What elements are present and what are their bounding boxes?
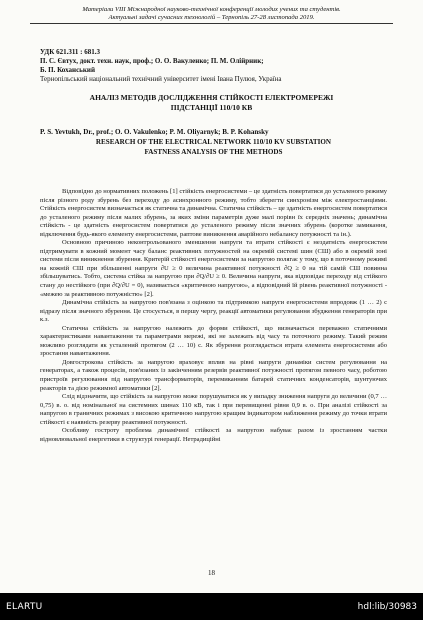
- article-body: [40, 188, 387, 444]
- paragraph: Статична стійкість за напругою належить до форми стійкості, що визначається переважно статичними характеристиками навантаження та параметрами мережі, які не залежать від часу та поточного режиму. Такий режим можливо розглядати як усталений протягом (2 … 10) с. Як збурення розглядається втрата елемента енергосистеми або зростання навантаження.: [40, 324, 387, 358]
- paragraph: Динамічна стійкість за напругою пов'язана з оцінкою та підтримкою напруги енергосистеми впродовж (1 … 2) с відразу після значного збурення. Це стосується, в першу чергу, реакції автоматики регулювання збудження генераторів при к.з.: [40, 299, 387, 324]
- paragraph: Відповідно до нормативних положень [1] стійкість енергосистеми – це здатність повертатися до усталеного режиму після різного роду збурень без переходу до асинхронного режиму, тобто зберегти синхронізм між електростанціями. Стійкість енергосистем визначається як статична та динамічна. Статична стійкість – це здатність енергосистем повертатися до усталеного режиму після малих збурень, за яких зміни параметрів дуже малі порівн їх середніх значень; динамічна стійкість - це здатність енергосистем повертатися до усталеного режиму після значних збурень (коротке замикання, відключення будь-якого елементу енергосистеми, раптове виникнення аварійного небалансу потужності та ін.).: [40, 188, 387, 238]
- authors-english: P. S. Yevtukh, Dr., prof.; O. O. Vakulenko; P. M. Oliyarnyk; B. P. Kohansky: [40, 128, 269, 136]
- affiliation: Тернопільський національний технічний університет імені Івана Пулюя, Україна: [40, 75, 282, 84]
- title-uk-line-1: АНАЛІЗ МЕТОДІВ ДОСЛІДЖЕННЯ СТІЙКОСТІ ЕЛЕКТРОМЕРЕЖІ: [89, 93, 334, 102]
- udc-code: УДК 621.311 : 681.3: [40, 48, 101, 56]
- handle-id: hdl:lib/30983: [357, 602, 417, 612]
- article-meta: [40, 48, 282, 84]
- authors-uk-line-2: Б. П. Коханський: [40, 66, 95, 75]
- header-line-1: Матеріали VIII Міжнародної науково-технічної конференції молодих учених та студентів.: [82, 6, 341, 13]
- paragraph: Особливу гостроту проблема динамічної стійкості за напругою набуває разом із зростанням частки відновлювальної енергетики в структурі генерації. Нетрадиційні: [40, 427, 387, 443]
- header-line-2: Актуальні задачі сучасних технологій – Тернопіль 27-28 листопада 2019.: [108, 14, 315, 21]
- paragraph: Довгострокова стійкість за напругою враховує вплив на рівні напруги динаміки систем регулювання на генераторах, а також процесів, пов'язаних із закінченням резервів реактивної потужності протягом певного часу, роботою пристроїв регулювання під напругою трансформаторів, перемиканням батарей статичних конденсаторів, шунтуючих реакторів та дією режимної автоматики [2].: [40, 358, 387, 392]
- paragraph: Слід відзначити, що стійкість за напругою може порушуватися як у випадку зниження напруги до величини (0,7 … 0,75) в. о. від номінальної на системних шинах 110 кВ, так і при перевищенні рівня 0,9 в. о. При аналізі стійкості за напругою в граничних режимах з високою критичною напругою кращим індикатором наближення режиму до точки втрати стійкості є наявність резерву реактивної потужності.: [40, 393, 387, 426]
- title-en-line-2: FASTNESS ANALYSIS OF THE METHODS: [144, 147, 283, 156]
- authors-uk-line-1: П. С. Євтух, докт. техн. наук, проф.; О. О. Вакуленко; П. М. Олійрник;: [40, 57, 264, 66]
- english-block: [40, 128, 387, 157]
- paragraph: Основною причиною неконтрольованого зменшення напруги та втрати стійкості є нездатність енергосистем підтримувати в кожний момент часу баланс реактивних потужностей на окремій системі шин (СШ) або в окремій зоні системи після виникнення збурення. Критерій стійкості енергосистеми за напругою полягає у тому, що в поточному режимі на кожній СШ при збільшенні напруги ∂U ≥ 0 величина реактивної потужності ∂Q ≥ 0 на тій самій СШ повинна збільшуватись. Тобто, система стійка за напругою при ∂Q/∂U ≥ 0. Величина напруги, яка відповідає переходу від стійкого стану до нестійкого (при ∂Q/∂U = 0), називається «критичною напругою», а відповідний їй рівень реактивної потужності - «межею за реактивною потужністю» [2].: [40, 239, 387, 298]
- title-en-line-1: RESEARCH OF THE ELECTRICAL NETWORK 110/10 KV SUBSTATION: [95, 137, 332, 146]
- title-ukrainian: [40, 93, 383, 113]
- header-rule: [30, 23, 393, 24]
- page-number: 18: [208, 569, 215, 577]
- conference-header: [30, 6, 393, 24]
- repository-label: ELARTU: [6, 602, 43, 612]
- title-uk-line-2: ПІДСТАНЦІЇ 110/10 КВ: [170, 103, 253, 112]
